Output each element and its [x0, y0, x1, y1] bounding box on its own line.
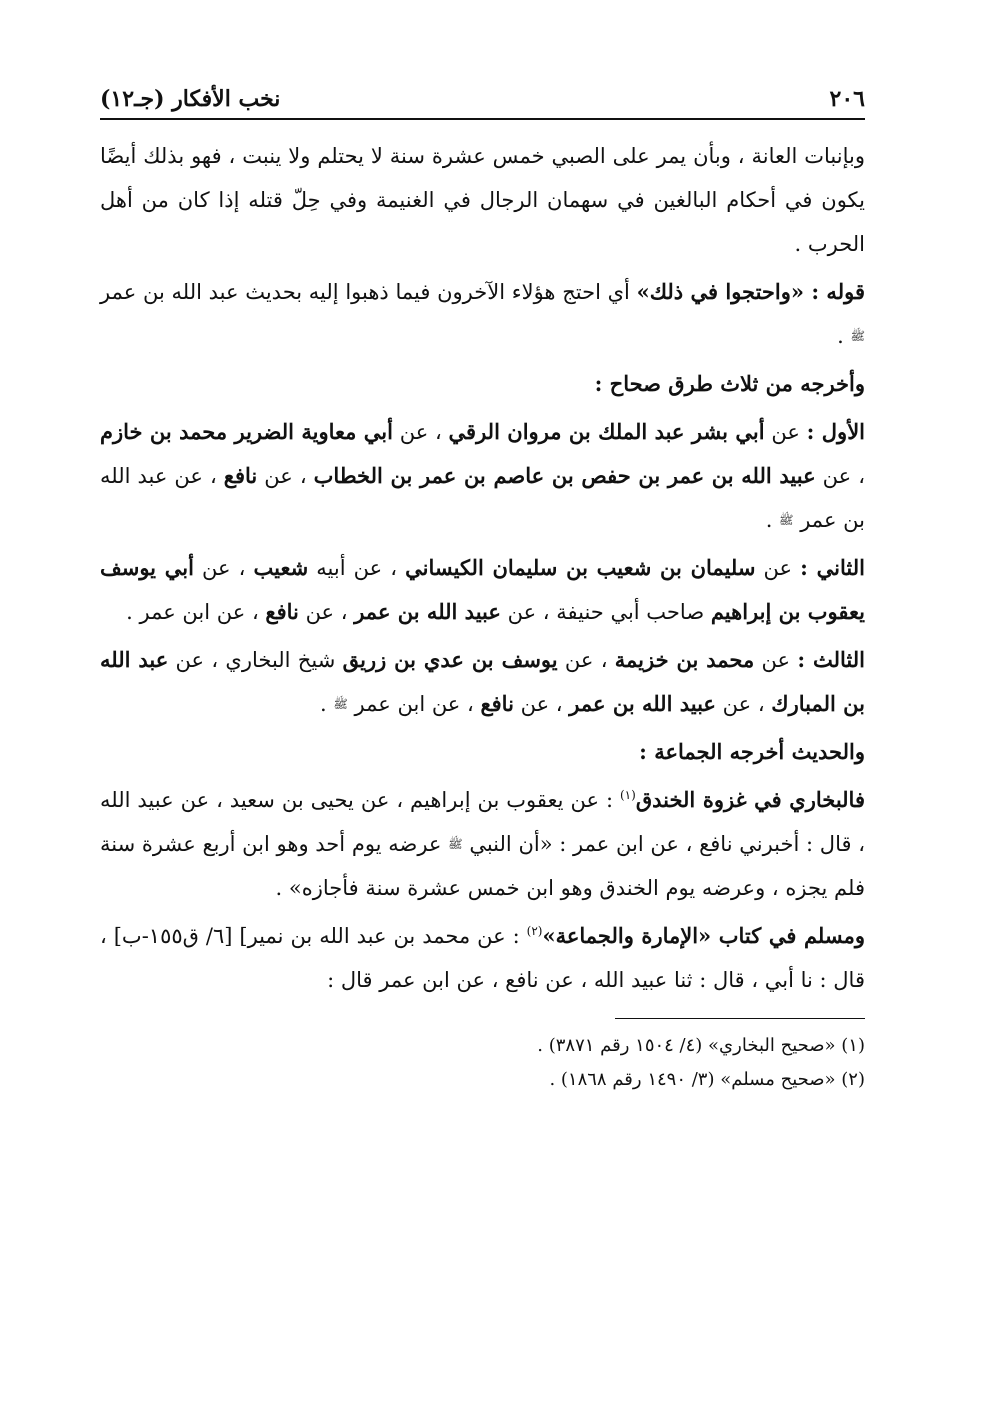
paragraph-first-chain — [100, 410, 865, 542]
book-title: نخب الأفكار (جـ١٢) — [100, 86, 281, 112]
bukhari-lead: فالبخاري في غزوة الخندق — [635, 787, 865, 812]
footnote-marker: (٢) — [526, 924, 543, 938]
narrator-name: سليمان بن شعيب بن سليمان الكيساني — [405, 555, 756, 580]
paragraph-1: وبإنبات العانة ، وبأن يمر على الصبي خمس عشرة سنة لا يحتلم ولا ينبت ، فهو بذلك أيضًا يكون في أحكام البالغين في سهمان الرجال في الغنيمة وفي حِلّ قتله إذا كان من أهل الحرب . — [100, 144, 865, 256]
narrator-name: أبي يوسف يعقوب بن إبراهيم — [100, 555, 865, 624]
footnote-divider — [615, 1018, 865, 1019]
paragraph-third-chain — [100, 638, 865, 726]
page-number: ٢٠٦ — [829, 86, 865, 112]
paragraph-2-end: . — [837, 324, 851, 348]
text-fragment: عن — [755, 556, 801, 580]
narrator-name: محمد بن خزيمة — [614, 647, 755, 672]
paragraph-2 — [100, 270, 865, 358]
text-fragment: عن — [764, 420, 807, 444]
text-fragment: شيخ البخاري ، عن — [168, 648, 343, 672]
footnotes — [100, 1029, 865, 1097]
honorific-icon: ﷺ — [333, 697, 348, 711]
honorific-icon: ﷺ — [779, 513, 794, 527]
text-fragment: : عن محمد بن عبد الله بن نمير] [٦/ ق١٥٥-ب] ، قال : نا أبي ، قال : ثنا عبيد الله ، عن نافع ، عن ابن عمر قال : — [100, 924, 865, 992]
text-fragment: ، عن ابن عمر . — [126, 600, 266, 624]
running-head — [100, 80, 865, 120]
narrator-name: عبيد الله بن عمر — [354, 599, 501, 624]
text-fragment: ، عن ابن عمر — [347, 692, 481, 716]
honorific-icon: ﷺ — [448, 837, 463, 851]
narrator-name: يوسف بن عدي بن زريق — [342, 647, 558, 672]
narrator-name: شعيب — [253, 555, 309, 580]
narrator-name: نافع — [265, 599, 299, 624]
text-fragment: عن — [754, 648, 798, 672]
text-fragment: ، عن — [513, 692, 570, 716]
text-fragment: ، عن — [392, 420, 449, 444]
paragraph-2-text: أي احتج هؤلاء الآخرون فيما ذهبوا إليه بحديث عبد الله بن عمر — [100, 280, 637, 304]
text-fragment: ، عن — [715, 692, 772, 716]
footnote-2: (٢) «صحيح مسلم» (٣/ ١٤٩٠ رقم ١٨٦٨) . — [549, 1069, 865, 1090]
paragraph-bukhari — [100, 778, 865, 910]
main-text — [100, 134, 865, 1002]
text-fragment: ، عن — [193, 556, 254, 580]
third-label: الثالث : — [797, 647, 865, 672]
first-label: الأول : — [806, 419, 866, 444]
text-fragment: . — [765, 508, 780, 532]
text-fragment: ، عن أبيه — [308, 556, 406, 580]
text-fragment: ، عن عبد الله بن عمر — [100, 464, 865, 532]
muslim-lead: ومسلم في كتاب «الإمارة والجماعة» — [542, 923, 866, 948]
section-heading: والحديث أخرجه الجماعة : — [639, 739, 865, 764]
text-fragment: . — [320, 692, 334, 716]
text-fragment: عرضه يوم أحد وهو ابن أربع عشرة سنة فلم يجزه ، وعرضه يوم الخندق وهو ابن خمس عشرة سنة فأجازه» . — [100, 832, 865, 900]
footnote-1: (١) «صحيح البخاري» (٤/ ١٥٠٤ رقم ٣٨٧١) . — [537, 1035, 865, 1056]
narrator-name: نافع — [223, 463, 258, 488]
text-fragment: صاحب أبي حنيفة ، عن — [500, 600, 711, 624]
narrator-name: عبيد الله بن عمر — [569, 691, 716, 716]
section-heading: وأخرجه من ثلاث طرق صحاح : — [594, 371, 865, 396]
honorific-icon: ﷺ — [850, 329, 865, 343]
text-fragment: ، عن — [298, 600, 355, 624]
text-fragment: ، عن — [815, 464, 865, 488]
narrator-name: أبي بشر عبد الملك بن مروان الرقي — [448, 419, 765, 444]
text-fragment: ، عن — [257, 464, 314, 488]
paragraph-second-chain — [100, 546, 865, 634]
footnote-marker: (١) — [619, 788, 636, 802]
page — [100, 80, 865, 1097]
text-fragment: ، عن — [557, 648, 615, 672]
narrator-name: عبيد الله بن عمر بن حفص بن عاصم بن عمر بن الخطاب — [313, 463, 816, 488]
paragraph-muslim — [100, 914, 865, 1002]
narrator-name: أبي معاوية الضرير محمد بن خازم — [100, 419, 393, 444]
quote-lead: قوله : «واحتجوا في ذلك» — [636, 279, 865, 304]
second-label: الثاني : — [800, 555, 865, 580]
narrator-name: عبد الله بن المبارك — [100, 647, 865, 716]
narrator-name: نافع — [480, 691, 514, 716]
text-fragment: : عن يعقوب بن إبراهيم ، عن يحيى بن سعيد ، عن عبيد الله ، قال : أخبرني نافع ، عن ابن عمر : «أن النبي — [100, 788, 865, 856]
